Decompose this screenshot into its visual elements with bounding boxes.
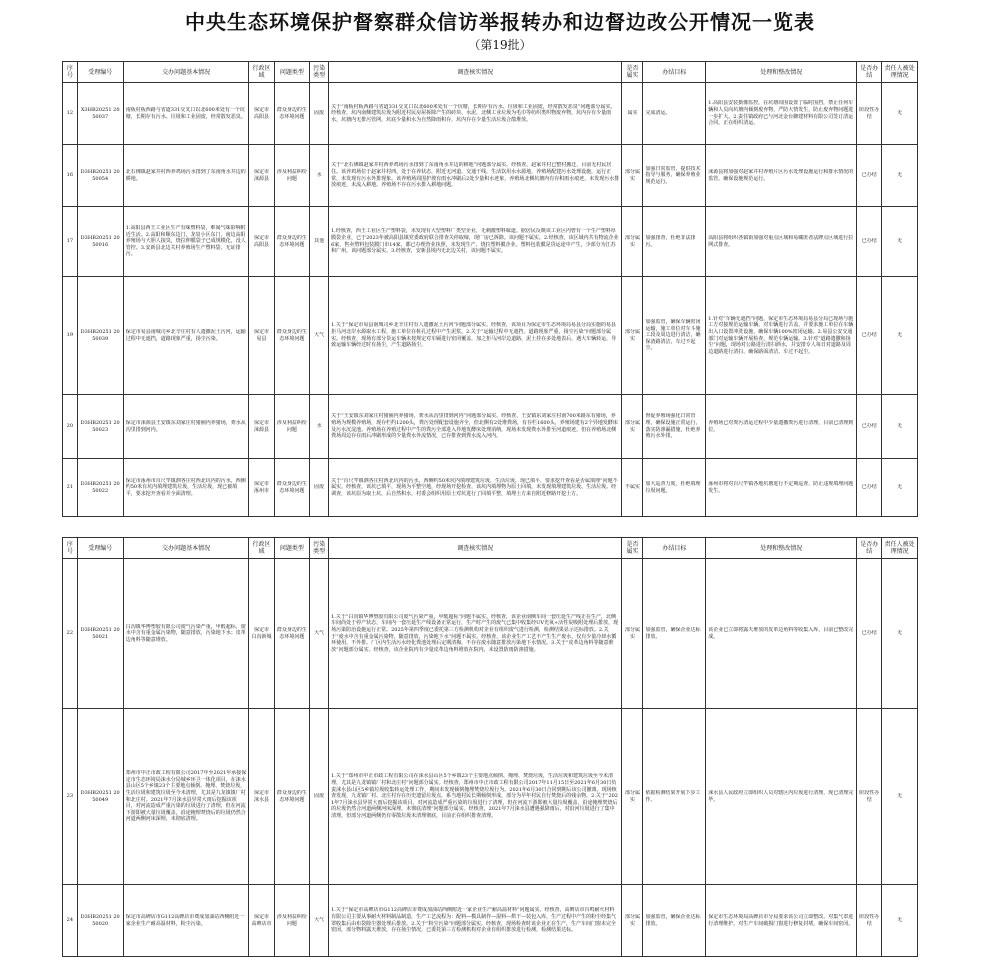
report-table-1 xyxy=(62,61,918,517)
header-pollution-type: 污染类型 xyxy=(310,538,329,559)
cell-region: 保定市 白沟新城 xyxy=(249,559,274,709)
header-issue-type: 问题类型 xyxy=(274,538,310,559)
cell-region: 保定市 高碑店市 xyxy=(249,885,274,957)
cell-region: 保定市 涿州市 xyxy=(249,459,274,517)
cell-region: 保定市 涞水县 xyxy=(249,709,274,885)
cell-issue-summary: 白沟镇华博塑胶有限公司废气污染严重，甲醛超标，废水中含有重金属污染物，随意排放，污染地下水；皮革边角料等随意堆放。 xyxy=(123,559,249,709)
cell-investigation: 1.关于“白沟镇华博塑胶有限公司废气污染严重，甲醛超标”问题不属实。经核查，该企业南侧车间一套压延生产线正在生产，北侧车间尚处于停产状态，车间内一套压延生产线设备正常运行，生产时产生的废气已集中收集经UV光氧+活性炭吸附处理后排放，现场污染防治设施运行正常。2025年第四季度已委托第三方检测机构对企业有组织废气进行检测，检测结果显示达标排放。2.关于“废水中含有重金属污染物，随意排放，污染地下水”问题不属实。经核查，该企业生产工艺不产生生产废水，仅有少量冷却水循环使用，不外排。厂区内生活污水经化粪池处理后定期清掏，不存在废水随意排放污染地下水情况。3.关于“皮革边角料等随意堆放”问题部分属实。经核查，该企业院内有少量皮革边角料堆放在院内，未设置防雨防渗措施。 xyxy=(329,559,622,709)
cell-issue-type: 群众身边的生态环境问题 xyxy=(274,559,310,709)
header-investigation: 调查核实情况 xyxy=(329,62,622,83)
table-row xyxy=(63,395,918,459)
cell-investigation: 1.关于“保定市易县南城司乡北辛庄村有人遗撒泥土污河”问题部分属实。经核查，该项目为保定市生态环境局易县分局实施的易县拒马河北岸水源取水工程，施工单位在桩孔过程中产生泥浆。2.关于“运输过程中无遮挡，道路现象严重，扬尘污染”问题部分属实。经核查，现场有部分货运车辆未按规定对车厢进行密闭覆盖，加之拒马河岸边道路，泥土挂在多处地表后，遇大车辆转运，导致运输车辆经过时有扬尘，产生道路扬尘。 xyxy=(329,277,622,395)
cell-case-id: D3HB20251 2050039 xyxy=(77,277,123,395)
cell-region: 保定市 易县 xyxy=(249,277,274,395)
cell-investigation: 1.关于“保定市高碑店市G112高碑店市费成加油站西侧附近一家企业生产耐高温材料”问题属实。经核查，高碑店市百鸣耐火材料有限公司主要从事耐火材料制品制造，生产工艺流程为：配料—模具制作—混料—烘干—装包入库，生产过程中产生的粉尘经集气罩收集后由布袋除尘器处理后排放。2.关于“粉尘污染”问题部分属实。经核查，现场检查时该企业正在生产，生产车间门窗未完全密闭，部分物料露天堆放，存在扬尘情况，已委托第三方检测机构对企业有组织排放进行检测，检测结果达标。 xyxy=(329,885,622,957)
cell-pollution-type: 大气 xyxy=(310,277,329,395)
header-rectification: 处理和整改情况 xyxy=(706,538,857,559)
cell-goal: 加强监管，确保车辆密闭运输，施工单位对车斗施工段及周边进行清洁，确保渣路清洁，车过不起尘。 xyxy=(643,277,706,395)
cell-region: 保定市 涞源县 xyxy=(249,395,274,459)
cell-is-closed: 已办结 xyxy=(857,207,882,277)
cell-pollution-type: 固废 xyxy=(310,709,329,885)
cell-case-id: D3HB20251 2050016 xyxy=(77,207,123,277)
header-region: 行政区域 xyxy=(249,538,274,559)
header-row-number: 序号 xyxy=(63,538,78,559)
cell-is-closed: 已办结 xyxy=(857,559,882,709)
cell-goal: 依据检测结果开展下步工作。 xyxy=(643,709,706,885)
cell-row-number: 19 xyxy=(63,277,78,395)
cell-pollution-type: 水 xyxy=(310,145,329,207)
cell-is-closed: 阶段性办结 xyxy=(857,709,882,885)
header-is-closed: 是否办结 xyxy=(857,538,882,559)
cell-rectification: 涞水县人民政府立即组织人员对辖区内垃圾进行清理，现已清理完毕。 xyxy=(706,709,857,885)
cell-goal: 加强监管，确保企业达标排放。 xyxy=(643,885,706,957)
table-row xyxy=(63,277,918,395)
cell-is-closed: 已办结 xyxy=(857,395,882,459)
cell-issue-type: 群众身边的生态环境问题 xyxy=(274,459,310,517)
cell-is-closed: 已办结 xyxy=(857,277,882,395)
cell-row-number: 21 xyxy=(63,459,78,517)
cell-goal: 加大巡查力度，杜绝填埋垃圾问题。 xyxy=(643,459,706,517)
cell-issue-type: 群众身边的生态环境问题 xyxy=(274,277,310,395)
cell-goal: 督促养殖场强化日常管理，确保设施正常运行，落实防渗漏措施，杜绝养殖污水外排。 xyxy=(643,395,706,459)
cell-case-id: D3HB20251 2050022 xyxy=(77,459,123,517)
cell-region: 保定市 涞源县 xyxy=(249,145,274,207)
cell-issue-summary: 保定市易县南城司乡北辛庄村有人遗撒泥土污河，运输过程中无遮挡，道路现象严重，扬尘污染。 xyxy=(123,277,249,395)
cell-issue-type: 涉及利益纠纷问题 xyxy=(274,395,310,459)
cell-investigation: 1.关于“郑州市中正市政工程有限公司在涞水县山区5个乡镇23个主要地点倾倒、掩埋、焚烧垃圾，生活垃圾和建筑垃圾至今未清理，尤其是九龙镇镇厂村和北庄村”问题部分属实。经核查，郑州市中正市政工程有限公司2017年11月15日至2021年6月30日负责涞水县山区5乡镇垃圾收集转运处理工作，期间未发现倾倒掩埋焚烧垃圾行为。2021年6月30日合同到期后该公司撤离。现场核查发现，九龙镇厂村、北庄村存在历史遗留垃圾点，系当地村民长期倾倒形成，部分为早年村民自行焚烧后的残余物。2.关于“2021年7月涞水县异常大雨后挖掘该项目，对河流造成严重污染的垃圾进行了清理，但在河流下游即被大量垃圾覆盖，沿途掩埋焚烧后的垃圾仍然合河道两侧河床深埋，未彻底清理”问题部分属实。经核查，2021年7月涞水县遭遇强降雨后，对沿河垃圾进行了集中清理，但部分河道两侧仍有零散垃圾未清理彻底，目前正在组织排查清理。 xyxy=(329,709,622,885)
cell-issue-type: 群众身边的生态环境问题 xyxy=(274,207,310,277)
cell-issue-type: 群众身边的生态环境问题 xyxy=(274,709,310,885)
header-goal: 办结目标 xyxy=(643,538,706,559)
cell-rectification: 1.针对“车辆无遮挡”问题，保定市生态环境局易县分局已现场与施工方对接规范运输车辆，对车辆进行苫盖，并要求施工单位在车辆出入口设置冲洗设施，确保车辆100%密闭运输。2.易县公安交通部门对运输车辆开展检查，规范车辆运输。3.针对“道路遗撒和扬尘”问题，现场对公路进行清扫洒水，并安排专人每日对道路及周边道路进行清扫，确保路面清洁、车过不起尘。 xyxy=(706,277,857,395)
cell-row-number: 20 xyxy=(63,395,78,459)
header-issue-type: 问题类型 xyxy=(274,62,310,83)
cell-region: 保定市 高阳县 xyxy=(249,207,274,277)
cell-row-number: 24 xyxy=(63,885,78,957)
cell-accountability: 无 xyxy=(882,559,918,709)
cell-pollution-type: 固废 xyxy=(310,83,329,145)
cell-pollution-type: 大气 xyxy=(310,559,329,709)
header-case-id: 受理编号 xyxy=(77,62,123,83)
cell-rectification: 养殖场已对粪污清运过程中少量遗撒粪污进行清理，目前已清理到位。 xyxy=(706,395,857,459)
cell-goal: 加强监管，确保企业达标排放。 xyxy=(643,559,706,709)
cell-accountability: 无 xyxy=(882,885,918,957)
cell-issue-summary: 保定市涿州市百尺竿镇泗各庄村西北坑内的污水，西侧约50米有坑内填埋建筑垃圾，生活垃圾，现已被填平，要求挖开查看并全面清理。 xyxy=(123,459,249,517)
header-issue-summary: 交办问题基本情况 xyxy=(123,538,249,559)
cell-rectification: 高阳县将组织各镇街加强对重点区域和易藏匿者法牌点区域进行拉网式排查。 xyxy=(706,207,857,277)
cell-issue-summary: 保定市高碑店市G112高碑店市费成加油站西侧附近一家企业生产耐高温材料，粉尘污染。 xyxy=(123,885,249,957)
header-goal: 办结目标 xyxy=(643,62,706,83)
cell-issue-type: 涉及利益纠纷问题 xyxy=(274,885,310,957)
cell-investigation: 关于“北石佛镇赵家井村西养鸡场污水排到了东南角水井边的耕地”问题部分属实。经核查，赵家井村已整村搬迁，目前无村民居住。该养鸡场位于赵家井村西，处于在养状态，附近无河道、交通干线，生活饮用水水源地，养殖场配建污水处理设施，运行正常，未发现有污水外排现象。该养殖场周围护坡有雨水冲刷后2处少量积水迹象，养殖场北侧坑塘内有存积雨水痕迹，未发现污水排放痕迹，未流入耕地。养殖场不存在污水排入耕地问题。 xyxy=(329,145,622,207)
cell-investigation: 关于“南板村板西路与省道331交叉口以北600米处有一个坑塘，长期存有污水、垃圾和工业固废，经常散发恶臭”问题部分属实。经核查，坑内南侧建筑垃圾为附近村民房屋拆除产生的砖块、水泥，北侧工业垃圾为毛巾等纺织类织物废弃物，坑内存有少量雨水，坑塘内无排污管网，坑底少量积水为自然降雨积存，坑内存在少量生活垃圾合散堆放。 xyxy=(329,83,622,145)
cell-accountability: 无 xyxy=(882,207,918,277)
cell-pollution-type: 大气 xyxy=(310,885,329,957)
cell-issue-summary: 南板村板西路与省道331交叉口以北600米处有一个坑塘，长期存有污水、垃圾和工业固废，经常散发恶臭。 xyxy=(123,83,249,145)
table-row xyxy=(63,83,918,145)
cell-is-true: 部分属实 xyxy=(622,277,643,395)
cell-is-true: 部分属实 xyxy=(622,885,643,957)
cell-issue-type: 群众身边的生态环境问题 xyxy=(274,83,310,145)
cell-is-true: 部分属实 xyxy=(622,207,643,277)
cell-accountability: 无 xyxy=(882,83,918,145)
cell-pollution-type: 水 xyxy=(310,395,329,459)
page-subtitle: （第19批） xyxy=(468,38,532,52)
table-row xyxy=(63,207,918,277)
cell-issue-summary: 北石佛镇赵家井村西养鸡场污水排到了东南角水井边的耕地。 xyxy=(123,145,249,207)
page-title: 中央生态环境保护督察群众信访举报转办和边督边改公开情况一览表 xyxy=(185,10,815,34)
cell-investigation: 关于“百尺竿镇泗各庄村西北坑内的污水，西侧约50米坑内填埋建筑垃圾，生活垃圾，现已填平，要求挖开查看是否属填埋”问题不属实。经核查，该坑已填平，现场为平整空地，经现场开挖检查，该坑内填埋物为原土回填，未发现填埋建筑垃圾、生活垃圾。经调查，该坑原为取土坑，后自然积水，村委会组织用原土对坑进行了回填平整，填埋土方来自附近修路开挖土方。 xyxy=(329,459,622,517)
cell-region: 保定市 高阳县 xyxy=(249,83,274,145)
cell-goal: 加强日常监管，提供技术指导与服务，确保养殖业规范运行。 xyxy=(643,145,706,207)
header-is-true: 是否属实 xyxy=(622,62,643,83)
cell-accountability: 无 xyxy=(882,395,918,459)
report-table-2 xyxy=(62,537,918,957)
header-region: 行政区域 xyxy=(249,62,274,83)
header-row-number: 序号 xyxy=(63,62,78,83)
header-case-id: 受理编号 xyxy=(77,538,123,559)
cell-rectification: 涞源县将加强对赵家井村养殖片区污水处理设施运行和排水情况的监管，确保设施规范运行。 xyxy=(706,145,857,207)
cell-rectification: 涿州市将对百尺竿镇各地坑塘进行不定期巡查，防止违规填埋问题发生。 xyxy=(706,459,857,517)
cell-accountability: 无 xyxy=(882,709,918,885)
cell-is-true: 部分属实 xyxy=(622,709,643,885)
cell-rectification: 保定市生态环境局高碑店市分局要求该公司立即整改，对集气罩进行清理维护，对生产车间破损门窗进行修复封堵，确保车间密闭。 xyxy=(706,885,857,957)
cell-goal: 完成清运。 xyxy=(643,83,706,145)
header-accountability: 责任人被处理情况 xyxy=(882,62,918,83)
cell-is-closed: 阶段性办结 xyxy=(857,83,882,145)
header-accountability: 责任人被处理情况 xyxy=(882,538,918,559)
cell-case-id: D3HB20251 2050023 xyxy=(77,395,123,459)
table-header-row xyxy=(63,62,918,83)
cell-case-id: D3HB20251 2050021 xyxy=(77,559,123,709)
table-row xyxy=(63,459,918,517)
table-row xyxy=(63,709,918,885)
cell-is-true: 不属实 xyxy=(622,459,643,517)
header-is-true: 是否属实 xyxy=(622,538,643,559)
table-header-row xyxy=(63,538,918,559)
header-pollution-type: 污染类型 xyxy=(310,62,329,83)
cell-rectification: 1.高阳县安装摄像监控，在坑塘周围设置了临时围挡，禁止任何车辆和人员向坑塘内倾倒废弃物，严防大情发生，防止废弃物问题进一步扩大。2.责任镇政府已与河北金台御建材料有限公司签订清运合同，正在组织清运。 xyxy=(706,83,857,145)
cell-accountability: 无 xyxy=(882,277,918,395)
cell-pollution-type: 固废 xyxy=(310,459,329,517)
header-rectification: 处理和整改情况 xyxy=(706,62,857,83)
cell-row-number: 12 xyxy=(63,83,78,145)
cell-case-id: X3HB20251 2050037 xyxy=(77,83,123,145)
table-row xyxy=(63,885,918,957)
header-investigation: 调查核实情况 xyxy=(329,538,622,559)
header-is-closed: 是否办结 xyxy=(857,62,882,83)
header-issue-summary: 交办问题基本情况 xyxy=(123,62,249,83)
cell-is-true: 部分属实 xyxy=(622,145,643,207)
cell-issue-type: 涉及利益纠纷问题 xyxy=(274,145,310,207)
cell-case-id: D3HB20251 2050054 xyxy=(77,145,123,207)
cell-case-id: D3HB20251 2050049 xyxy=(77,709,123,885)
cell-goal: 加强排查，杜绝非法排污。 xyxy=(643,207,706,277)
cell-issue-summary: 郑州市中正市政工程有限公司2017年至2021年承接保定市生态环境局涞水分局城乡环卫一体化项目，在涞水县山区5个乡镇23个主要地点倾倒、掩埋、焚烧垃圾，生活垃圾和建筑垃圾至今未清理，尤其是九龙镇镇厂村和北庄村。2021年7月涞水县异常大雨后挖掘该项目，对河流造成严重污染的垃圾进行了清理，但在河流下游即被大量垃圾覆盖，沿途掩埋焚烧后的垃圾仍然合河道两侧河床深埋，未彻底清理。 xyxy=(123,709,249,885)
table-row xyxy=(63,559,918,709)
cell-row-number: 22 xyxy=(63,559,78,709)
cell-is-closed: 已办结 xyxy=(857,145,882,207)
cell-is-true: 属实 xyxy=(622,83,643,145)
table-row xyxy=(63,145,918,207)
cell-investigation: 关于“王安镇东刘家庄村猪圈内养猪场，粪水从沟里排到河内”问题部分属实。经核查，王安镇东刘家庄村南700米路东有猪场，养殖场为规模养殖场，现存栏约1200头，粪污处理配套设施齐全，但北侧有2处堆粪场，有存栏1600头，养殖场建有2个异地发酵床及污水沉淀池。养殖场在养殖过程中产生的粪污全部进入异地发酵床处理消纳，现场未发现粪水外排至河道痕迹，但在养殖场北侧粪场周边存在雨后冲刷形成的少量粪水外流情况，已存排查到粪水流入河内。 xyxy=(329,395,622,459)
cell-issue-summary: 保定市涞源县王安镇东刘家庄村猪圈内养猪场，粪水从沟里排到河内。 xyxy=(123,395,249,459)
cell-pollution-type: 其他 xyxy=(310,207,329,277)
cell-accountability: 无 xyxy=(882,145,918,207)
cell-is-true: 部分属实 xyxy=(622,395,643,459)
cell-investigation: 1.经核查，西王工业区生产塑料袋，未发现有大型塑料厂类型企业，无刺激塑料味道。据居民反映该工业区内曾有一个生产塑料厚膜袋企业，已于2023年被高阳县镇党委政府联合排查关停取缔，现厂房已拆除。该问题不属实。2.经核查，该区域内共有物流企业6家，售卖塑料包装膜门市14家，都已办理营业执照，未发现生产、烧拉塑料膜企业。塑料包装膜是货运途中产生，少部分为江苏和广州。该问题部分属实。3.经核查，安新县境内无北边关村，该问题不属实。 xyxy=(329,207,622,277)
cell-is-true: 部分属实 xyxy=(622,559,643,709)
cell-is-closed: 阶段性办结 xyxy=(857,885,882,957)
cell-row-number: 16 xyxy=(63,145,78,207)
cell-rectification: 该企业已立即将露天堆放的皮革边角料等收集入库，目前已整改完成。 xyxy=(706,559,857,709)
cell-case-id: D3HB20251 2050020 xyxy=(77,885,123,957)
cell-accountability: 无 xyxy=(882,459,918,517)
cell-issue-summary: 1.高阳县西王工业区生产有味塑料袋，难闻气味影响附近生活。2.高阳和顺东边门，龙泉小区东门，南边高阳养殖场与大胆人接臭，烧拉伸膜袋子已成规模化，没人管控。3.安新县北边关村养殖场生产塑料袋，无证排污。 xyxy=(123,207,249,277)
cell-is-closed: 已办结 xyxy=(857,459,882,517)
cell-row-number: 17 xyxy=(63,207,78,277)
cell-row-number: 23 xyxy=(63,709,78,885)
